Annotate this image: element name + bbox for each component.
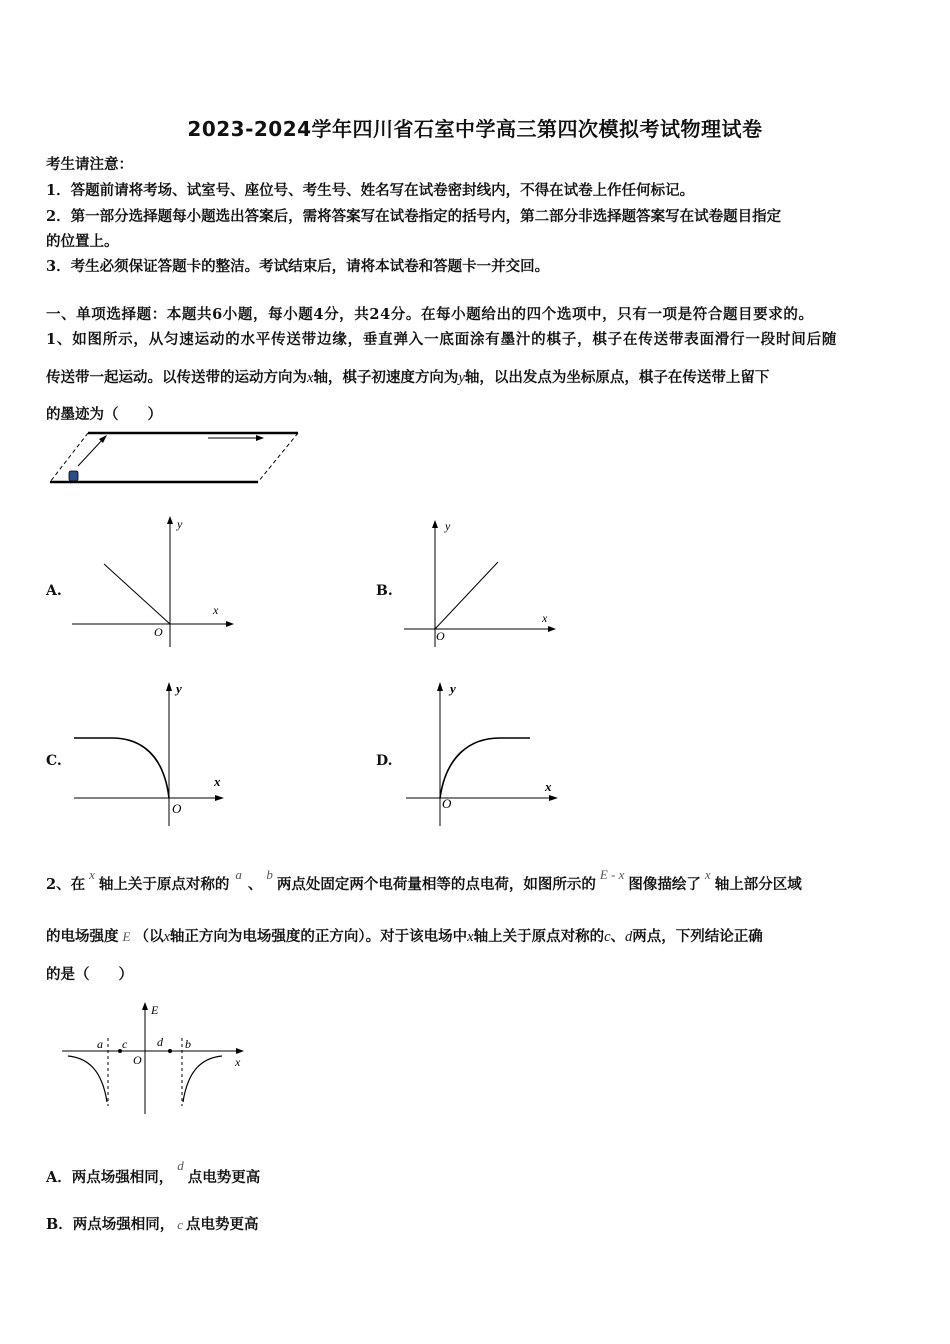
var-c: c [177, 1217, 184, 1232]
q1-text: 轴，棋子初速度方向为 [313, 369, 459, 386]
point-b-label: b [185, 1037, 191, 1051]
section-header: 一、单项选择题：本题共6小题，每小题4分，共24分。在每小题给出的四个选项中，只有一项是符合题目要求的。 [46, 306, 814, 323]
q2-text: 轴正方向为电场强度的正方向）。对于该电场中 [169, 928, 468, 945]
q2-text: 、 [247, 876, 263, 893]
var-x: x [307, 370, 314, 386]
axis-x-label: x [214, 774, 221, 789]
notice-heading: 考生请注意： [46, 156, 133, 173]
q2-option-a[interactable] [46, 1158, 261, 1187]
q2-line1 [46, 867, 802, 894]
page-title: 2023-2024学年四川省石室中学高三第四次模拟考试物理试卷 [187, 117, 763, 141]
q2-text: 轴上关于原点对称的 [473, 928, 605, 945]
axis-y-label: y [177, 517, 183, 531]
axis-x-label: x [213, 603, 219, 617]
q2-text: 2、在 [46, 876, 86, 893]
var-e-x: E - x [599, 867, 625, 882]
origin-label: O [133, 1053, 142, 1067]
q2-line2 [46, 925, 763, 946]
var-e: E [122, 929, 131, 944]
var-c: c [604, 929, 611, 945]
point-d-label: d [157, 1035, 163, 1049]
q2-option-text: B．两点场强相同， [46, 1216, 175, 1233]
point-c-label: c [122, 1037, 128, 1051]
var-d: d [177, 1158, 184, 1173]
axis-x-label: x [235, 1055, 241, 1069]
var-b: b [266, 867, 273, 882]
q1-text: 轴，以出发点为坐标原点，棋子在传送带上留下 [464, 369, 770, 386]
q1-option-c-label[interactable]: C. [46, 753, 62, 769]
q1-option-d-graph [392, 678, 572, 828]
var-x: x [163, 929, 170, 945]
q1-option-c-graph [62, 678, 242, 828]
origin-label: O [442, 796, 452, 811]
var-d: d [625, 929, 633, 945]
var-x: x [89, 867, 95, 882]
q1-line3: 的墨迹为（ ） [46, 406, 162, 423]
q2-text: 图像描绘了 [628, 876, 701, 893]
q1-option-b-graph [392, 512, 572, 652]
q1-line2 [46, 366, 769, 387]
q1-text: 传送带一起运动。以传送带的运动方向为 [46, 369, 307, 386]
origin-label: O [172, 801, 182, 816]
origin-label: O [436, 629, 445, 643]
q2-text: 的电场强度 [46, 928, 119, 945]
axis-x-label: x [545, 779, 552, 794]
q2-ex-graph [60, 998, 250, 1118]
q1-option-a-label[interactable]: A. [46, 583, 62, 599]
var-a: a [235, 867, 242, 882]
axis-y-label: y [445, 519, 451, 533]
var-y: y [458, 370, 465, 386]
axis-y-label: y [450, 681, 456, 696]
axis-y-label: y [176, 681, 182, 696]
q2-option-b[interactable] [46, 1213, 259, 1234]
q2-text: （以 [134, 928, 164, 945]
notice-item: 2．第一部分选择题每小题选出答案后，需将答案写在试卷指定的括号内，第二部分非选择题答案写在试卷题目指定 [46, 208, 782, 225]
conveyor-figure [46, 428, 306, 488]
q1-option-b-label[interactable]: B. [376, 583, 393, 599]
var-x: x [704, 867, 711, 882]
axis-e-label: E [151, 1003, 159, 1017]
axis-x-label: x [542, 611, 548, 625]
q2-option-text: A．两点场强相同， [46, 1169, 174, 1186]
notice-item: 3．考生必须保证答题卡的整洁。考试结束后，请将本试卷和答题卡一并交回。 [46, 258, 550, 275]
q2-text: 、 [610, 928, 626, 945]
q2-text: 两点，下列结论正确 [632, 928, 763, 945]
q1-line1: 1、如图所示，从匀速运动的水平传送带边缘，垂直弹入一底面涂有墨汁的棋子，棋子在传送带表面滑行一段时间后随 [46, 331, 838, 348]
notice-item: 的位置上。 [46, 233, 119, 250]
q1-option-a-graph [62, 512, 242, 652]
q1-option-d-label[interactable]: D. [376, 753, 393, 769]
q2-line3: 的是（ ） [46, 966, 133, 983]
q2-text: 轴上关于原点对称的 [98, 876, 230, 893]
q2-option-text: 点电势更高 [186, 1216, 259, 1233]
notice-item: 1．答题前请将考场、试室号、座位号、考生号、姓名写在试卷密封线内，不得在试卷上作任何标记。 [46, 182, 695, 199]
origin-label: O [154, 625, 163, 639]
q2-text: 轴上部分区域 [714, 876, 802, 893]
point-a-label: a [97, 1037, 103, 1051]
q2-text: 两点处固定两个电荷量相等的点电荷，如图所示的 [276, 876, 596, 893]
q2-option-text: 点电势更高 [187, 1169, 261, 1186]
var-x: x [467, 929, 474, 945]
